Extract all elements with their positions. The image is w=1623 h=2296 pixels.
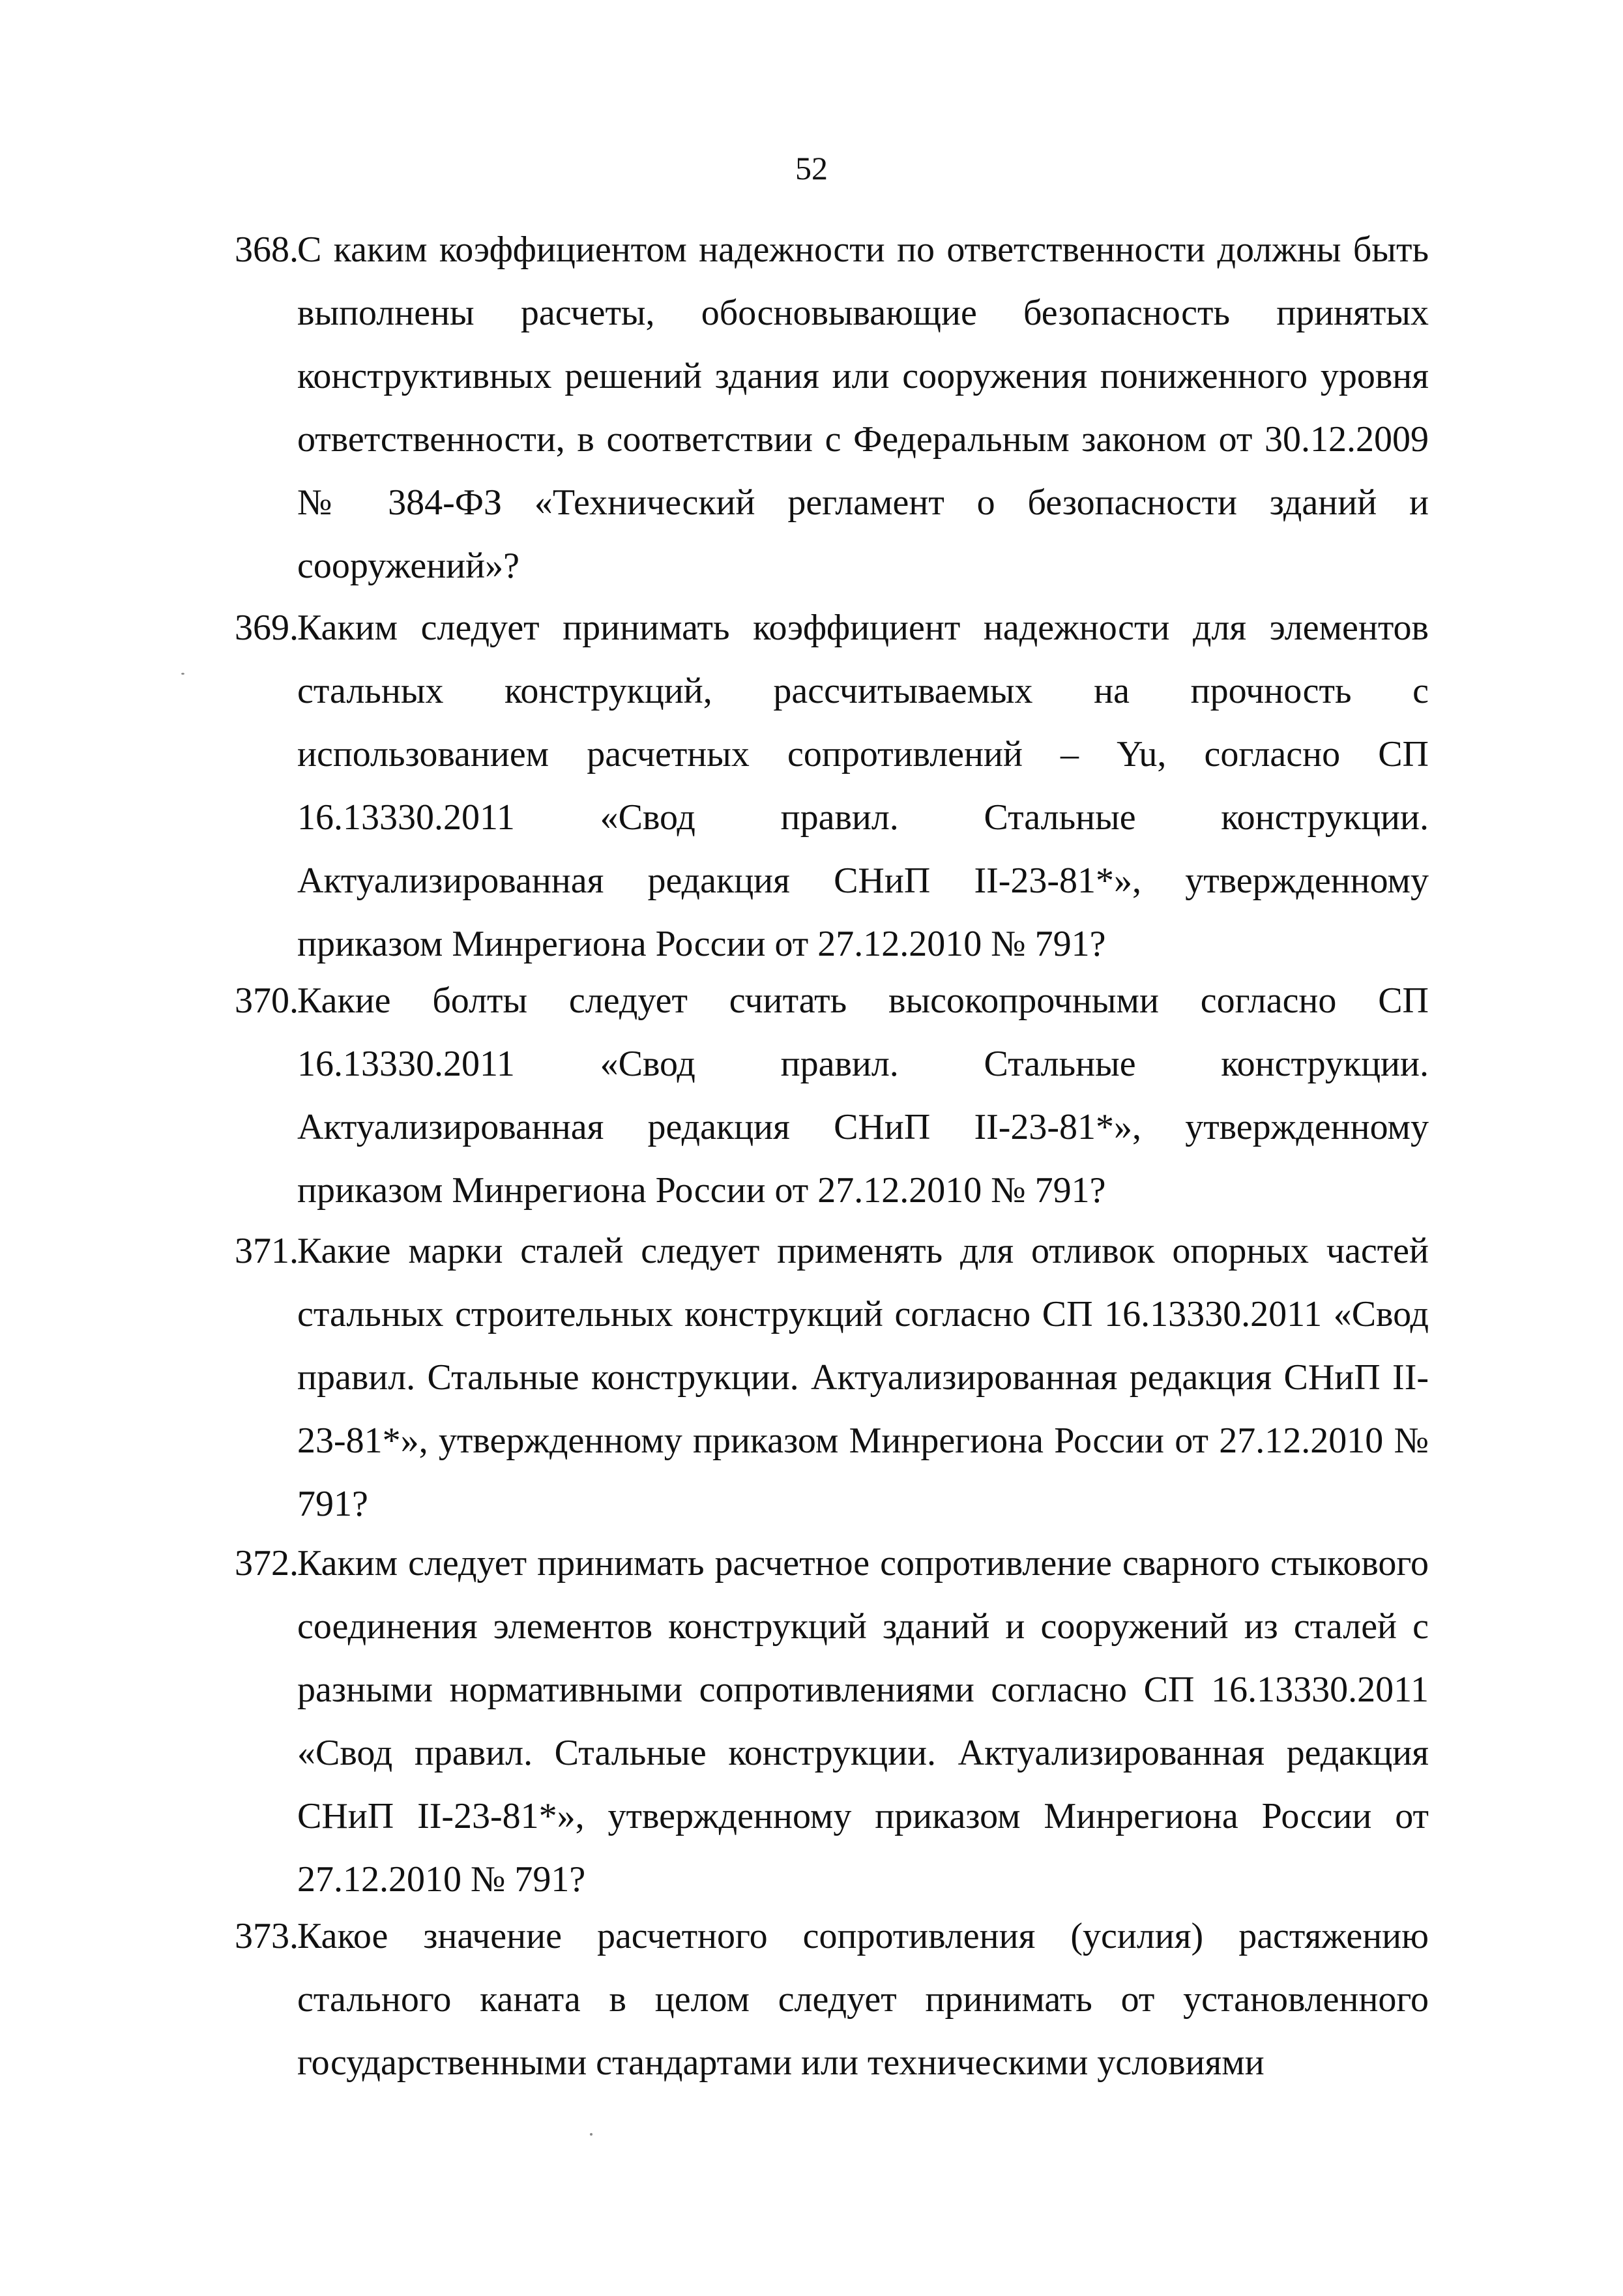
question-368 [235,218,1429,598]
question-373 [235,1905,1429,2095]
question-370 [235,969,1429,1222]
question-369 [235,596,1429,976]
question-text: С каким коэффициентом надежности по ответственности должны быть выполнены расчеты, обосновывающие безопасность принятых конструктивных решений здания или сооружения пониженного уровня ответственности, в соответствии с Федеральным законом от 30.12.2009 № 384-ФЗ «Технический регламент о безопасности зданий и сооружений»? [297,229,1429,586]
question-text: Каким следует принимать расчетное сопротивление сварного стыкового соединения элементов конструкций зданий и сооружений из сталей с разными нормативными сопротивлениями согласно СП 16.13330.2011 «Свод правил. Стальные конструкции. Актуализированная редакция СНиП II-23-81*», утвержденному приказом Минрегиона России от 27.12.2010 № 791? [297,1543,1429,1900]
question-text: Каким следует принимать коэффициент надежности для элементов стальных конструкций, рассчитываемых на прочность с использованием расчетных сопротивлений – Yu, согласно СП 16.13330.2011 «Свод правил. Стальные конструкции. Актуализированная редакция СНиП II-23-81*», утвержденному приказом Минрегиона России от 27.12.2010 № 791? [297,608,1429,964]
question-text: Какие болты следует считать высокопрочными согласно СП 16.13330.2011 «Свод правил. Стальные конструкции. Актуализированная редакция СНиП II-23-81*», утвержденному приказом Минрегиона России от 27.12.2010 № 791? [297,980,1429,1211]
question-number: 369. [235,608,299,648]
question-number: 370. [235,980,299,1021]
question-number: 368. [235,229,299,270]
question-text: Какие марки сталей следует применять для отливок опорных частей стальных строительных конструкций согласно СП 16.13330.2011 «Свод правил. Стальные конструкции. Актуализированная редакция СНиП II-23-81*», утвержденному приказом Минрегиона России от 27.12.2010 № 791? [297,1231,1429,1524]
question-text: Какое значение расчетного сопротивления (усилия) растяжению стального каната в целом следует принимать от установленного государственными стандартами или техническими условиями [297,1916,1429,2083]
scan-speck [181,673,184,675]
question-372 [235,1532,1429,1911]
question-number: 371. [235,1231,299,1271]
page-number: 52 [795,150,828,186]
question-number: 373. [235,1916,299,1956]
scan-speck [590,2133,592,2136]
question-number: 372. [235,1543,299,1583]
question-371 [235,1220,1429,1536]
